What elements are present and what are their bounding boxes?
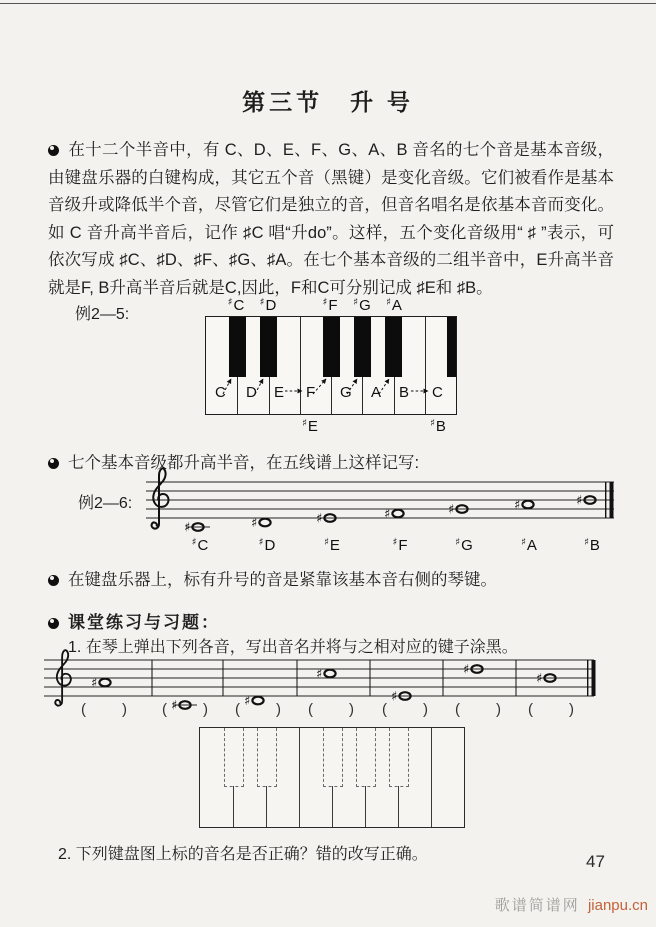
sharp-icon: ♯ bbox=[91, 676, 98, 691]
sharp-icon: ♯ bbox=[258, 537, 264, 548]
white-key-letter: D bbox=[246, 384, 257, 401]
sharp-icon: ♯ bbox=[227, 297, 233, 308]
answer-blank: ( ) bbox=[528, 701, 574, 718]
key-divider bbox=[299, 728, 300, 827]
black-key-label: ♯A bbox=[386, 297, 402, 314]
answer-blank: ( ) bbox=[235, 701, 281, 718]
white-key-letter: F bbox=[306, 384, 316, 401]
white-key-letter: B bbox=[399, 384, 410, 401]
sharp-icon: ♯ bbox=[386, 297, 391, 308]
sharp-icon: ♯ bbox=[455, 537, 461, 548]
sharp-icon: ♯ bbox=[322, 297, 328, 308]
sharp-icon: ♯ bbox=[384, 507, 391, 522]
example6-staff bbox=[142, 462, 620, 566]
key-divider bbox=[266, 786, 267, 827]
answer-blank: ( ) bbox=[308, 701, 354, 718]
key-divider bbox=[332, 786, 333, 827]
enharmonic-label: ♯B bbox=[430, 418, 446, 435]
sharp-icon: ♯ bbox=[584, 537, 589, 548]
sharp-icon: ♯ bbox=[392, 537, 398, 548]
sharp-icon: ♯ bbox=[171, 698, 178, 712]
exercise-item-2: 2. 下列键盘图上标的音名是否正确？错的改写正确。 bbox=[58, 846, 428, 863]
example5-keyboard-figure bbox=[205, 299, 467, 441]
key-divider bbox=[431, 728, 432, 827]
black-key-dsharp bbox=[260, 317, 277, 377]
black-key-label: ♯D bbox=[259, 297, 277, 314]
sharp-icon: ♯ bbox=[259, 297, 265, 308]
black-key-fsharp bbox=[323, 317, 340, 377]
blank-keyboard-diagram bbox=[199, 727, 465, 828]
key-divider bbox=[425, 317, 426, 414]
page-top-rule bbox=[0, 3, 656, 4]
bullet-icon bbox=[48, 575, 59, 586]
dashed-black-key bbox=[356, 728, 376, 787]
whole-note-fsharp bbox=[392, 510, 403, 518]
note-label: ♯E bbox=[324, 537, 340, 554]
note-label: ♯F bbox=[392, 537, 408, 554]
watermark-site-name: 歌谱简谱网 bbox=[494, 897, 580, 914]
sharp-icon: ♯ bbox=[244, 694, 251, 709]
note-label: ♯A bbox=[521, 537, 537, 554]
sharp-icon: ♯ bbox=[302, 418, 307, 429]
sharp-icon: ♯ bbox=[191, 537, 197, 548]
whole-note-m4 bbox=[324, 670, 335, 678]
black-key-csharp bbox=[229, 317, 246, 377]
white-key-letter: E bbox=[274, 384, 285, 401]
example6-label: 例2—6: bbox=[78, 495, 133, 512]
note-label: ♯G bbox=[455, 537, 473, 554]
sharp-icon: ♯ bbox=[514, 498, 521, 513]
key-divider bbox=[365, 786, 366, 827]
bullet-line: 七个基本音级都升高半音，在五线谱上这样记写: bbox=[48, 449, 419, 473]
sharp-icon: ♯ bbox=[316, 511, 323, 527]
sharp-icon: ♯ bbox=[251, 516, 258, 531]
key-divider bbox=[233, 786, 234, 827]
dashed-black-key bbox=[257, 728, 277, 787]
sharp-icon: ♯ bbox=[324, 537, 329, 548]
enharmonic-label: ♯E bbox=[302, 418, 318, 435]
black-key-asharp bbox=[385, 317, 402, 377]
whole-note-dsharp bbox=[259, 519, 270, 527]
sharp-icon: ♯ bbox=[184, 520, 191, 536]
bullet-line: 在键盘乐器上，标有升号的音是紧靠该基本音右侧的琴键。 bbox=[48, 566, 497, 590]
white-key-letter: A bbox=[371, 384, 382, 401]
answer-blank: ( ) bbox=[162, 701, 208, 718]
watermark-site-url: jianpu.cn bbox=[587, 897, 648, 914]
white-key-letter: C bbox=[215, 384, 226, 401]
whole-note-m1 bbox=[99, 679, 110, 687]
sharp-icon: ♯ bbox=[353, 297, 359, 308]
bullet-icon bbox=[48, 618, 59, 629]
sharp-icon: ♯ bbox=[576, 493, 583, 509]
note-label: ♯C bbox=[191, 537, 209, 554]
sharp-icon: ♯ bbox=[448, 502, 455, 518]
intro-text: 在十二个半音中，有 C、D、E、F、G、A、B 音名的七个音是基本音级，由键盘乐器的白键构成，其它五个音（黑键）是变化音级。它们被看作是基本音级升或降低半个音，尽管它们是独立的音，但音名唱名是依基本音而变化。如 C 音升高半音后，记作 ♯C 唱“升do”。这样，五个变化音级用“ ♯ ”表示，可依次写成 ♯C、♯D、♯F、♯G、♯A。在七个基本音级的二组半音中，E升高半音就是F, B升高半音后就是C,因此，F和C可分别记成 ♯E和 ♯B。 bbox=[48, 141, 614, 297]
bullet-icon bbox=[48, 458, 59, 469]
sharp-icon: ♯ bbox=[430, 418, 435, 429]
page-title: 第三节 升 号 bbox=[242, 90, 414, 115]
note-label: ♯D bbox=[258, 537, 276, 554]
key-divider bbox=[300, 317, 301, 414]
black-key-gsharp bbox=[354, 317, 371, 377]
sharp-icon: ♯ bbox=[316, 667, 323, 682]
note-label: ♯B bbox=[584, 537, 600, 554]
whole-note-asharp bbox=[522, 501, 533, 509]
white-key-letter: G bbox=[340, 384, 352, 401]
white-key-letter: C bbox=[432, 384, 443, 401]
key-divider bbox=[398, 786, 399, 827]
sharp-icon: ♯ bbox=[536, 671, 543, 687]
bullet-icon bbox=[48, 145, 59, 156]
piano-keyboard-diagram bbox=[205, 316, 457, 415]
dashed-black-key bbox=[389, 728, 409, 787]
sharp-icon: ♯ bbox=[463, 662, 470, 678]
answer-blank: ( ) bbox=[455, 701, 501, 718]
watermark bbox=[495, 894, 648, 915]
page-number: 47 bbox=[586, 852, 605, 871]
answer-blank: ( ) bbox=[382, 701, 428, 718]
example5-label: 例2—5: bbox=[75, 306, 130, 323]
intro-paragraph bbox=[48, 137, 614, 303]
black-key-partial bbox=[447, 317, 457, 377]
dashed-black-key bbox=[323, 728, 343, 787]
answer-blank: ( ) bbox=[81, 701, 127, 718]
black-key-label: ♯C bbox=[227, 297, 245, 314]
black-key-label: ♯F bbox=[322, 297, 338, 314]
treble-clef-icon bbox=[152, 468, 169, 528]
exercises-heading: 课堂练习与习题： bbox=[48, 608, 220, 633]
sharp-icon: ♯ bbox=[521, 537, 526, 548]
exercise-item-1: 1. 在琴上弹出下列各音，写出音名并将与之相对应的键子涂黑。 bbox=[68, 639, 518, 656]
sharp-icon: ♯ bbox=[391, 689, 398, 705]
black-key-label: ♯G bbox=[353, 297, 371, 314]
dashed-black-key bbox=[224, 728, 244, 787]
